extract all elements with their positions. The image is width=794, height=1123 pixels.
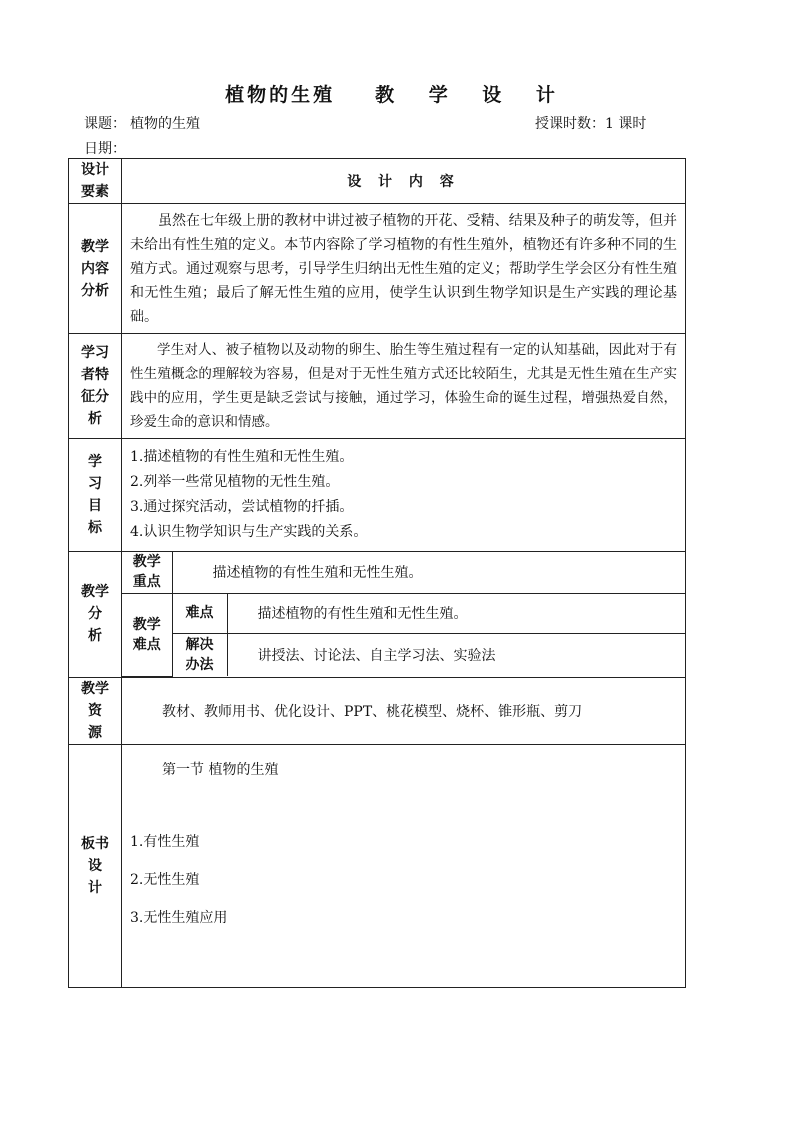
- difficulty-label: 教学 难点: [122, 593, 172, 676]
- header-content: 设 计 内 容: [122, 159, 686, 204]
- objectives-list: [122, 439, 686, 552]
- header-row: [69, 159, 686, 204]
- board-heading: 第一节 植物的生殖: [162, 761, 279, 778]
- teaching-analysis-label: 教学 分 析: [69, 552, 122, 678]
- hours-label: 授课时数：: [535, 116, 605, 132]
- objective-item: 1.描述植物的有性生殖和无性生殖。: [130, 449, 354, 465]
- resources-label: 教学 资 源: [69, 677, 122, 744]
- key-point-value: 描述植物的有性生殖和无性生殖。: [172, 552, 685, 593]
- hours-value: 1 课时: [605, 116, 647, 132]
- title-sub: 教 学 设 计: [375, 84, 569, 106]
- board-item: 2.无性生殖: [130, 871, 200, 888]
- objective-item: 3.通过探究活动，尝试植物的扦插。: [130, 499, 354, 515]
- board-item: 1.有性生殖: [130, 833, 200, 850]
- objectives-row: [69, 439, 686, 552]
- board-design-label: 板书 设 计: [69, 744, 122, 988]
- board-design-content: [122, 744, 686, 988]
- objectives-label: 学 习 目 标: [69, 439, 122, 552]
- resources-text: 教材、教师用书、优化设计、PPT、桃花模型、烧杯、锥形瓶、剪刀: [122, 677, 686, 744]
- difficulty-row: [122, 593, 685, 633]
- learner-analysis-row: [69, 334, 686, 439]
- solution-value: 讲授法、讨论法、自主学习法、实验法: [227, 633, 685, 676]
- key-point-row: [122, 552, 685, 593]
- objective-item: 2.列举一些常见植物的无性生殖。: [130, 474, 340, 490]
- content-analysis-label: 教学 内容 分析: [69, 204, 122, 334]
- content-analysis-row: [69, 204, 686, 334]
- objective-item: 4.认识生物学知识与生产实践的关系。: [130, 524, 368, 540]
- topic-label: 课题：: [84, 116, 126, 132]
- key-point-label: 教学 重点: [122, 552, 172, 593]
- teaching-analysis-row: [69, 552, 686, 678]
- date-line: [84, 138, 126, 158]
- resources-row: [69, 677, 686, 744]
- board-design-row: [69, 744, 686, 988]
- date-label: 日期：: [84, 141, 126, 157]
- solution-row: [122, 633, 685, 676]
- hard-point-value: 描述植物的有性生殖和无性生殖。: [227, 593, 685, 633]
- header-label: 设计 要素: [69, 159, 122, 204]
- learner-analysis-label: 学习 者特 征分 析: [69, 334, 122, 439]
- topic-line: [84, 113, 200, 133]
- solution-label: 解决 办法: [172, 633, 227, 676]
- topic-value: 植物的生殖: [130, 116, 200, 132]
- teaching-analysis-subtable: [122, 552, 685, 677]
- learner-analysis-text: 学生对人、被子植物以及动物的卵生、胎生等生殖过程有一定的认知基础，因此对于有性生殖概念的理解较为容易，但是对于无性生殖方式还比较陌生，尤其是无性生殖在生产实践中的应用，学生更是缺乏尝试与接触，通过学习，体验生命的诞生过程，增强热爱自然，珍爱生命的意识和情感。: [122, 334, 686, 439]
- design-table: [68, 158, 686, 988]
- hard-point-label: 难点: [172, 593, 227, 633]
- content-analysis-text: 虽然在七年级上册的教材中讲过被子植物的开花、受精、结果及种子的萌发等，但并未给出有性生殖的定义。本节内容除了学习植物的有性生殖外，植物还有许多种不同的生殖方式。通过观察与思考，引导学生归纳出无性生殖的定义；帮助学生学会区分有性生殖和无性生殖；最后了解无性生殖的应用，使学生认识到生物学知识是生产实践的理论基础。: [122, 204, 686, 334]
- board-item: 3.无性生殖应用: [130, 909, 228, 926]
- title-main: 植物的生殖: [225, 84, 336, 106]
- hours-line: [535, 113, 646, 133]
- teaching-analysis-cell: [122, 552, 686, 678]
- page-title: [0, 80, 794, 107]
